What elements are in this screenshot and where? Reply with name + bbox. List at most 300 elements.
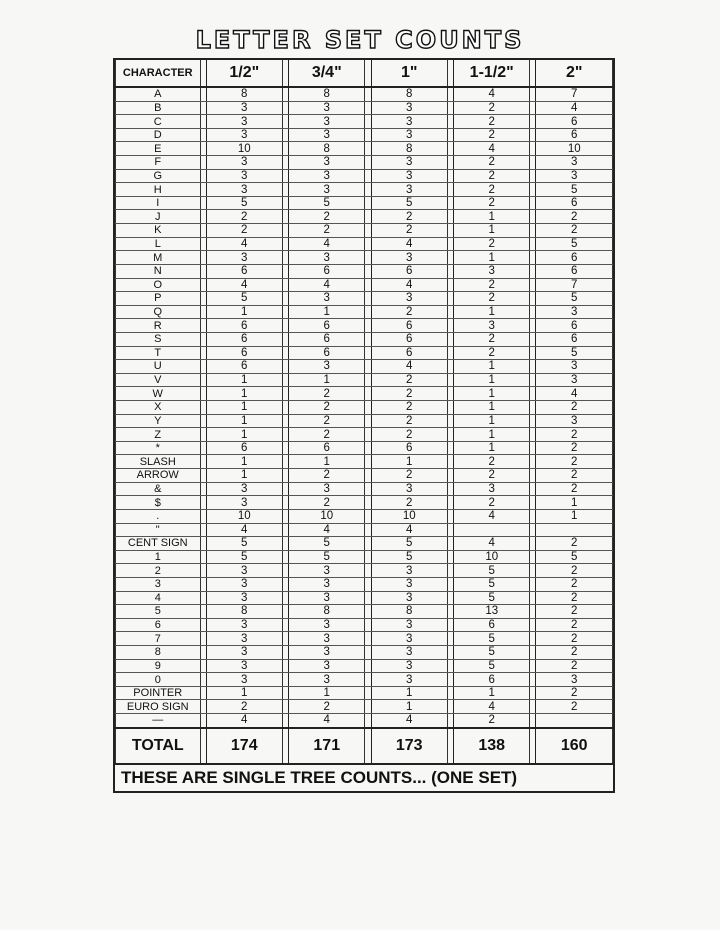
count-cell: 5 [371, 537, 447, 551]
table-row [116, 319, 613, 333]
character-cell: W [116, 387, 201, 401]
count-cell: 2 [371, 387, 447, 401]
character-cell: U [116, 360, 201, 374]
count-cell: 1 [289, 455, 365, 469]
count-cell: 2 [289, 387, 365, 401]
count-cell: 3 [371, 564, 447, 578]
table-row [116, 523, 613, 537]
table-body [116, 87, 613, 728]
count-cell: 2 [371, 305, 447, 319]
count-cell: 3 [371, 673, 447, 687]
count-cell: 5 [453, 645, 529, 659]
count-cell: 10 [289, 509, 365, 523]
count-cell: 5 [536, 183, 613, 197]
count-cell [536, 714, 613, 728]
table-row [116, 196, 613, 210]
count-cell: 4 [206, 523, 282, 537]
column-header: 2" [536, 60, 613, 87]
count-cell: 1 [206, 428, 282, 442]
table-row [116, 387, 613, 401]
character-cell: L [116, 237, 201, 251]
count-cell: 4 [371, 714, 447, 728]
count-cell: 5 [453, 564, 529, 578]
table-row [116, 373, 613, 387]
count-cell: 1 [289, 305, 365, 319]
count-cell: 4 [289, 278, 365, 292]
count-cell: 3 [206, 128, 282, 142]
count-cell: 2 [371, 210, 447, 224]
count-cell: 3 [289, 128, 365, 142]
count-cell: 6 [371, 319, 447, 333]
count-cell: 4 [206, 237, 282, 251]
count-cell: 3 [289, 632, 365, 646]
page-title: LETTER SET COUNTS [195, 26, 525, 54]
table-row [116, 183, 613, 197]
count-cell: 1 [453, 441, 529, 455]
count-cell: 8 [371, 605, 447, 619]
count-cell: 2 [536, 564, 613, 578]
count-cell: 3 [371, 591, 447, 605]
count-cell: 10 [206, 509, 282, 523]
count-cell: 3 [371, 618, 447, 632]
count-cell: 2 [289, 414, 365, 428]
table-row [116, 278, 613, 292]
table-row [116, 101, 613, 115]
count-cell: 3 [289, 645, 365, 659]
count-cell: 6 [453, 618, 529, 632]
count-cell: 2 [453, 156, 529, 170]
count-cell: 1 [371, 700, 447, 714]
total-cell: 171 [289, 728, 365, 764]
character-cell: CENT SIGN [116, 537, 201, 551]
table-row [116, 264, 613, 278]
character-cell: 5 [116, 605, 201, 619]
count-cell: 2 [453, 196, 529, 210]
count-cell: 1 [371, 455, 447, 469]
count-cell: 4 [289, 523, 365, 537]
count-cell: 3 [371, 169, 447, 183]
count-cell: 1 [206, 373, 282, 387]
count-cell: 2 [453, 469, 529, 483]
count-cell: 2 [289, 428, 365, 442]
count-cell: 3 [206, 645, 282, 659]
total-cell: 173 [371, 728, 447, 764]
count-cell: 6 [206, 319, 282, 333]
count-cell: 8 [289, 87, 365, 101]
table-row [116, 305, 613, 319]
count-cell: 3 [536, 360, 613, 374]
count-cell: 5 [206, 550, 282, 564]
character-cell: V [116, 373, 201, 387]
table-row [116, 482, 613, 496]
total-cell: 174 [206, 728, 282, 764]
count-cell: 3 [536, 373, 613, 387]
count-cell: 8 [371, 142, 447, 156]
count-cell: 2 [371, 373, 447, 387]
count-cell: 2 [536, 210, 613, 224]
character-cell: 2 [116, 564, 201, 578]
character-cell: 9 [116, 659, 201, 673]
count-cell: 3 [289, 360, 365, 374]
character-cell: SLASH [116, 455, 201, 469]
count-cell: 5 [453, 577, 529, 591]
character-cell: — [116, 714, 201, 728]
character-cell: Q [116, 305, 201, 319]
character-cell: X [116, 401, 201, 415]
table-row [116, 169, 613, 183]
count-cell: 2 [371, 469, 447, 483]
character-cell: I [116, 196, 201, 210]
count-cell: 2 [453, 128, 529, 142]
count-cell: 8 [206, 87, 282, 101]
character-cell: 8 [116, 645, 201, 659]
count-cell: 2 [536, 428, 613, 442]
count-cell: 6 [536, 264, 613, 278]
count-cell: 5 [453, 659, 529, 673]
count-cell: 6 [453, 673, 529, 687]
count-cell: 1 [453, 360, 529, 374]
count-cell: 1 [206, 455, 282, 469]
count-cell: 2 [453, 237, 529, 251]
character-cell: K [116, 224, 201, 238]
table-row [116, 401, 613, 415]
count-cell: 1 [206, 414, 282, 428]
count-cell: 3 [206, 564, 282, 578]
count-cell: 2 [453, 714, 529, 728]
count-cell: 4 [289, 714, 365, 728]
count-cell: 3 [206, 577, 282, 591]
count-cell: 3 [371, 482, 447, 496]
count-cell: 1 [536, 509, 613, 523]
count-cell: 4 [371, 278, 447, 292]
table-row [116, 332, 613, 346]
column-header: 1" [371, 60, 447, 87]
count-cell: 1 [453, 387, 529, 401]
count-cell: 2 [453, 278, 529, 292]
character-cell: 6 [116, 618, 201, 632]
count-cell: 3 [371, 183, 447, 197]
count-cell: 4 [453, 87, 529, 101]
count-cell: 5 [536, 346, 613, 360]
count-cell: 2 [371, 428, 447, 442]
count-cell: 5 [371, 550, 447, 564]
count-cell: 2 [289, 210, 365, 224]
count-cell: 3 [206, 496, 282, 510]
count-cell: 2 [289, 401, 365, 415]
count-cell: 6 [371, 346, 447, 360]
character-cell: 7 [116, 632, 201, 646]
character-cell: 0 [116, 673, 201, 687]
count-cell: 5 [206, 537, 282, 551]
table-row [116, 87, 613, 101]
count-cell: 2 [453, 183, 529, 197]
table-row [116, 509, 613, 523]
count-cell: 10 [453, 550, 529, 564]
count-cell: 13 [453, 605, 529, 619]
count-cell: 1 [206, 387, 282, 401]
table-row [116, 659, 613, 673]
count-cell: 6 [536, 128, 613, 142]
count-cell: 3 [371, 115, 447, 129]
count-cell: 3 [289, 577, 365, 591]
character-cell: 4 [116, 591, 201, 605]
count-cell: 1 [453, 428, 529, 442]
count-cell: 1 [206, 401, 282, 415]
total-label: TOTAL [116, 728, 201, 764]
character-cell: B [116, 101, 201, 115]
count-cell: 3 [453, 264, 529, 278]
count-cell: 3 [206, 251, 282, 265]
count-cell: 6 [206, 346, 282, 360]
character-cell: A [116, 87, 201, 101]
column-header: 1/2" [206, 60, 282, 87]
count-cell: 3 [536, 156, 613, 170]
table-row [116, 496, 613, 510]
count-cell: 2 [453, 169, 529, 183]
count-cell: 2 [536, 605, 613, 619]
count-cell: 8 [289, 142, 365, 156]
character-cell: 1 [116, 550, 201, 564]
count-cell: 6 [289, 332, 365, 346]
character-cell: & [116, 482, 201, 496]
letter-count-table [113, 58, 615, 793]
count-cell: 3 [289, 115, 365, 129]
count-cell: 3 [453, 319, 529, 333]
count-cell: 2 [536, 537, 613, 551]
count-cell: 2 [371, 401, 447, 415]
character-cell: " [116, 523, 201, 537]
count-cell: 1 [289, 686, 365, 700]
count-cell: 6 [536, 196, 613, 210]
table-row [116, 564, 613, 578]
count-cell: 2 [536, 441, 613, 455]
footer-note: THESE ARE SINGLE TREE COUNTS... (ONE SET) [121, 767, 518, 787]
table-row [116, 591, 613, 605]
count-cell: 4 [536, 101, 613, 115]
count-cell: 3 [206, 156, 282, 170]
count-cell: 5 [289, 550, 365, 564]
count-cell: 3 [206, 659, 282, 673]
table-row [116, 577, 613, 591]
count-cell: 3 [289, 618, 365, 632]
count-cell: 10 [206, 142, 282, 156]
count-cell: 3 [536, 305, 613, 319]
count-cell: 6 [371, 332, 447, 346]
count-cell: 8 [371, 87, 447, 101]
count-cell: 1 [536, 496, 613, 510]
count-cell: 1 [453, 305, 529, 319]
column-header: 1-1/2" [453, 60, 529, 87]
count-cell: 1 [453, 686, 529, 700]
count-cell: 6 [536, 115, 613, 129]
table-row [116, 550, 613, 564]
totals-row [116, 728, 613, 764]
count-cell: 1 [453, 401, 529, 415]
count-cell: 5 [206, 292, 282, 306]
count-cell: 3 [289, 564, 365, 578]
count-cell: 2 [536, 686, 613, 700]
character-cell: M [116, 251, 201, 265]
count-cell: 2 [453, 496, 529, 510]
count-cell: 1 [453, 210, 529, 224]
character-cell: Z [116, 428, 201, 442]
count-cell: 2 [453, 346, 529, 360]
count-cell: 8 [289, 605, 365, 619]
count-cell: 4 [206, 278, 282, 292]
count-cell: 6 [206, 441, 282, 455]
character-cell: POINTER [116, 686, 201, 700]
count-cell: 6 [536, 251, 613, 265]
count-cell: 1 [453, 224, 529, 238]
count-cell: 2 [289, 469, 365, 483]
table-row [116, 700, 613, 714]
count-cell: 1 [453, 251, 529, 265]
count-cell: 2 [536, 591, 613, 605]
count-cell: 2 [206, 210, 282, 224]
count-cell: 2 [536, 577, 613, 591]
character-cell: P [116, 292, 201, 306]
count-cell: 3 [371, 577, 447, 591]
column-header: CHARACTER [116, 60, 201, 87]
count-cell: 2 [536, 659, 613, 673]
table-row [116, 455, 613, 469]
count-cell: 3 [371, 632, 447, 646]
count-cell: 4 [289, 237, 365, 251]
count-cell: 3 [206, 591, 282, 605]
count-cell: 6 [289, 441, 365, 455]
count-cell: 2 [536, 469, 613, 483]
count-cell: 2 [453, 101, 529, 115]
count-cell: 2 [206, 700, 282, 714]
count-cell: 10 [371, 509, 447, 523]
character-cell: S [116, 332, 201, 346]
table-row [116, 645, 613, 659]
count-cell: 3 [206, 482, 282, 496]
count-cell: 4 [453, 509, 529, 523]
count-cell: 2 [536, 224, 613, 238]
count-grid [115, 60, 613, 765]
character-cell: F [116, 156, 201, 170]
count-cell: 3 [206, 183, 282, 197]
count-cell: 2 [289, 496, 365, 510]
character-cell: O [116, 278, 201, 292]
table-row [116, 714, 613, 728]
table-row [116, 346, 613, 360]
table-row [116, 537, 613, 551]
table-row [116, 360, 613, 374]
table-row [116, 142, 613, 156]
count-cell: 6 [371, 441, 447, 455]
count-cell: 3 [371, 156, 447, 170]
character-cell: N [116, 264, 201, 278]
count-cell: 4 [206, 714, 282, 728]
count-cell: 2 [536, 632, 613, 646]
table-row [116, 237, 613, 251]
count-cell: 5 [536, 550, 613, 564]
character-cell: 3 [116, 577, 201, 591]
count-cell: 2 [453, 455, 529, 469]
count-cell: 4 [453, 537, 529, 551]
count-cell: 7 [536, 87, 613, 101]
count-cell: 5 [536, 292, 613, 306]
character-cell: C [116, 115, 201, 129]
character-cell: J [116, 210, 201, 224]
count-cell: 3 [453, 482, 529, 496]
count-cell: 3 [289, 673, 365, 687]
count-cell: 2 [289, 700, 365, 714]
count-cell: 2 [206, 224, 282, 238]
column-header: 3/4" [289, 60, 365, 87]
count-cell: 2 [536, 618, 613, 632]
table-row [116, 673, 613, 687]
count-cell: 6 [536, 319, 613, 333]
count-cell: 3 [371, 251, 447, 265]
count-cell: 4 [371, 523, 447, 537]
count-cell: 2 [536, 482, 613, 496]
count-cell: 2 [453, 332, 529, 346]
count-cell: 3 [289, 183, 365, 197]
count-cell: 8 [206, 605, 282, 619]
count-cell: 5 [371, 196, 447, 210]
table-row [116, 128, 613, 142]
count-cell: 1 [289, 373, 365, 387]
count-cell: 3 [206, 673, 282, 687]
table-row [116, 210, 613, 224]
count-cell: 2 [371, 414, 447, 428]
count-cell: 3 [371, 128, 447, 142]
count-cell: 3 [206, 101, 282, 115]
character-cell: G [116, 169, 201, 183]
character-cell: R [116, 319, 201, 333]
character-cell: D [116, 128, 201, 142]
table-row [116, 224, 613, 238]
character-cell: Y [116, 414, 201, 428]
table-row [116, 605, 613, 619]
count-cell: 3 [536, 673, 613, 687]
count-cell: 3 [206, 618, 282, 632]
count-cell: 2 [453, 292, 529, 306]
count-cell: 5 [453, 632, 529, 646]
count-cell: 2 [371, 224, 447, 238]
count-cell: 3 [206, 632, 282, 646]
count-cell: 3 [206, 169, 282, 183]
count-cell: 3 [289, 591, 365, 605]
count-cell: 1 [371, 686, 447, 700]
count-cell: 5 [289, 537, 365, 551]
count-cell: 10 [536, 142, 613, 156]
count-cell: 7 [536, 278, 613, 292]
count-cell: 6 [206, 264, 282, 278]
count-cell: 1 [206, 305, 282, 319]
character-cell: ARROW [116, 469, 201, 483]
total-cell: 160 [536, 728, 613, 764]
table-row [116, 428, 613, 442]
count-cell: 6 [536, 332, 613, 346]
count-cell: 2 [536, 455, 613, 469]
count-cell: 2 [371, 496, 447, 510]
count-cell: 5 [289, 196, 365, 210]
character-cell: EURO SIGN [116, 700, 201, 714]
count-cell: 4 [536, 387, 613, 401]
table-row [116, 292, 613, 306]
count-cell: 2 [289, 224, 365, 238]
character-cell: T [116, 346, 201, 360]
count-cell [536, 523, 613, 537]
header-row [116, 60, 613, 87]
count-cell: 2 [536, 700, 613, 714]
table-row [116, 441, 613, 455]
count-cell: 4 [371, 360, 447, 374]
